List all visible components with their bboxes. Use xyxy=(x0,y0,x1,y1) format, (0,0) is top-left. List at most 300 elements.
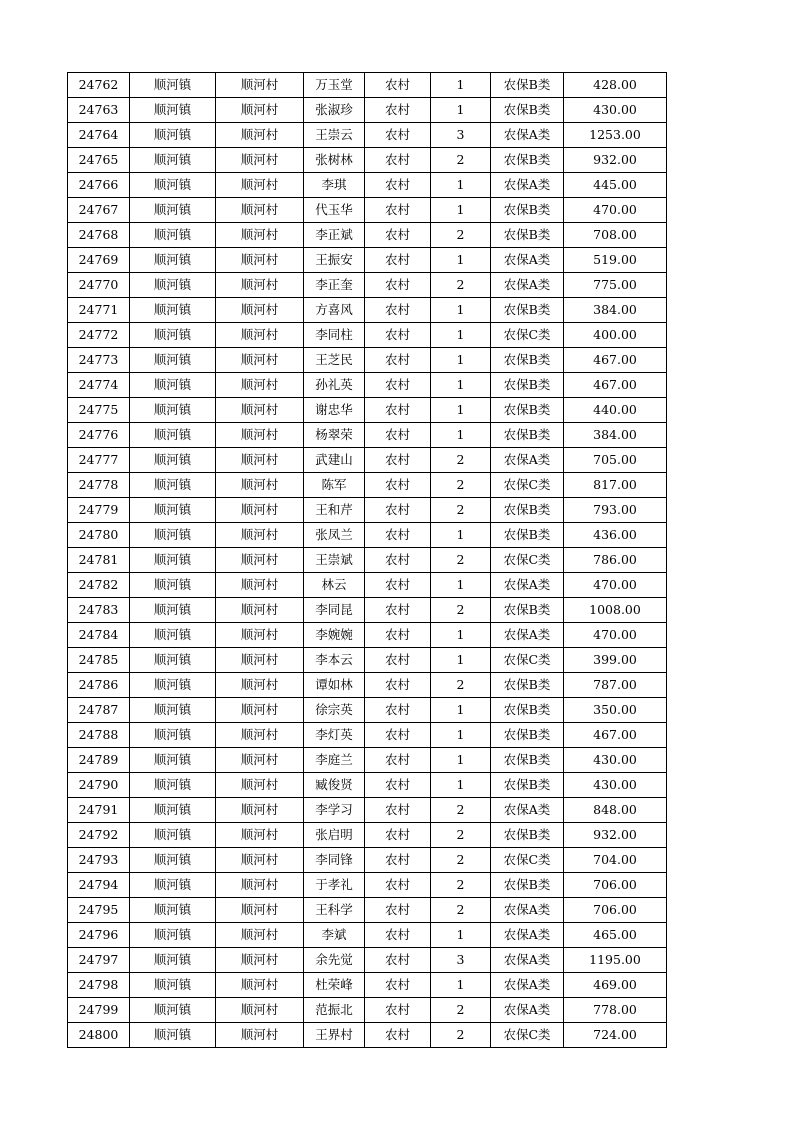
household-size-cell: 2 xyxy=(431,148,491,173)
amount-cell: 430.00 xyxy=(564,98,667,123)
person-name-cell: 张淑珍 xyxy=(304,98,365,123)
household-size-cell: 1 xyxy=(431,373,491,398)
table-row xyxy=(68,998,667,1023)
village-cell: 顺河村 xyxy=(216,298,304,323)
table-row xyxy=(68,223,667,248)
insurance-class-cell: 农保C类 xyxy=(491,1023,564,1048)
village-cell: 顺河村 xyxy=(216,173,304,198)
town-cell: 顺河镇 xyxy=(130,973,216,998)
town-cell: 顺河镇 xyxy=(130,898,216,923)
household-type-cell: 农村 xyxy=(365,223,431,248)
household-size-cell: 3 xyxy=(431,123,491,148)
amount-cell: 470.00 xyxy=(564,623,667,648)
table-body xyxy=(68,73,667,1048)
household-size-cell: 1 xyxy=(431,248,491,273)
town-cell: 顺河镇 xyxy=(130,873,216,898)
insurance-class-cell: 农保B类 xyxy=(491,698,564,723)
village-cell: 顺河村 xyxy=(216,448,304,473)
town-cell: 顺河镇 xyxy=(130,673,216,698)
amount-cell: 469.00 xyxy=(564,973,667,998)
household-size-cell: 2 xyxy=(431,798,491,823)
insurance-class-cell: 农保B类 xyxy=(491,298,564,323)
amount-cell: 350.00 xyxy=(564,698,667,723)
village-cell: 顺河村 xyxy=(216,873,304,898)
household-size-cell: 1 xyxy=(431,348,491,373)
person-name-cell: 谭如林 xyxy=(304,673,365,698)
insurance-class-cell: 农保B类 xyxy=(491,198,564,223)
amount-cell: 706.00 xyxy=(564,898,667,923)
village-cell: 顺河村 xyxy=(216,248,304,273)
household-size-cell: 1 xyxy=(431,98,491,123)
amount-cell: 778.00 xyxy=(564,998,667,1023)
village-cell: 顺河村 xyxy=(216,123,304,148)
table-row xyxy=(68,348,667,373)
table-row xyxy=(68,648,667,673)
household-size-cell: 2 xyxy=(431,823,491,848)
insurance-class-cell: 农保A类 xyxy=(491,273,564,298)
record-id-cell: 24781 xyxy=(68,548,130,573)
household-size-cell: 1 xyxy=(431,73,491,98)
insurance-class-cell: 农保A类 xyxy=(491,173,564,198)
household-type-cell: 农村 xyxy=(365,548,431,573)
insurance-class-cell: 农保B类 xyxy=(491,98,564,123)
table-row xyxy=(68,548,667,573)
household-type-cell: 农村 xyxy=(365,148,431,173)
household-size-cell: 1 xyxy=(431,198,491,223)
household-size-cell: 2 xyxy=(431,273,491,298)
household-type-cell: 农村 xyxy=(365,348,431,373)
insurance-class-cell: 农保A类 xyxy=(491,123,564,148)
person-name-cell: 谢忠华 xyxy=(304,398,365,423)
town-cell: 顺河镇 xyxy=(130,748,216,773)
record-id-cell: 24783 xyxy=(68,598,130,623)
record-id-cell: 24768 xyxy=(68,223,130,248)
record-id-cell: 24765 xyxy=(68,148,130,173)
person-name-cell: 林云 xyxy=(304,573,365,598)
insurance-class-cell: 农保A类 xyxy=(491,998,564,1023)
insurance-class-cell: 农保A类 xyxy=(491,923,564,948)
table-row xyxy=(68,98,667,123)
household-type-cell: 农村 xyxy=(365,698,431,723)
person-name-cell: 李婉婉 xyxy=(304,623,365,648)
amount-cell: 817.00 xyxy=(564,473,667,498)
village-cell: 顺河村 xyxy=(216,748,304,773)
village-cell: 顺河村 xyxy=(216,598,304,623)
town-cell: 顺河镇 xyxy=(130,523,216,548)
record-id-cell: 24792 xyxy=(68,823,130,848)
record-id-cell: 24785 xyxy=(68,648,130,673)
amount-cell: 465.00 xyxy=(564,923,667,948)
village-cell: 顺河村 xyxy=(216,673,304,698)
person-name-cell: 王芝民 xyxy=(304,348,365,373)
person-name-cell: 臧俊贤 xyxy=(304,773,365,798)
record-id-cell: 24782 xyxy=(68,573,130,598)
town-cell: 顺河镇 xyxy=(130,198,216,223)
town-cell: 顺河镇 xyxy=(130,248,216,273)
household-size-cell: 2 xyxy=(431,223,491,248)
town-cell: 顺河镇 xyxy=(130,923,216,948)
village-cell: 顺河村 xyxy=(216,798,304,823)
person-name-cell: 李正奎 xyxy=(304,273,365,298)
person-name-cell: 李斌 xyxy=(304,923,365,948)
table-row xyxy=(68,873,667,898)
household-type-cell: 农村 xyxy=(365,298,431,323)
table-row xyxy=(68,448,667,473)
town-cell: 顺河镇 xyxy=(130,848,216,873)
amount-cell: 384.00 xyxy=(564,423,667,448)
household-type-cell: 农村 xyxy=(365,773,431,798)
amount-cell: 705.00 xyxy=(564,448,667,473)
village-cell: 顺河村 xyxy=(216,648,304,673)
insurance-class-cell: 农保B类 xyxy=(491,773,564,798)
household-size-cell: 2 xyxy=(431,548,491,573)
household-size-cell: 1 xyxy=(431,698,491,723)
record-id-cell: 24793 xyxy=(68,848,130,873)
town-cell: 顺河镇 xyxy=(130,448,216,473)
person-name-cell: 代玉华 xyxy=(304,198,365,223)
village-cell: 顺河村 xyxy=(216,723,304,748)
person-name-cell: 王振安 xyxy=(304,248,365,273)
insurance-class-cell: 农保B类 xyxy=(491,148,564,173)
table-row xyxy=(68,373,667,398)
village-cell: 顺河村 xyxy=(216,823,304,848)
person-name-cell: 李本云 xyxy=(304,648,365,673)
insurance-class-cell: 农保B类 xyxy=(491,823,564,848)
village-cell: 顺河村 xyxy=(216,898,304,923)
household-type-cell: 农村 xyxy=(365,423,431,448)
record-id-cell: 24800 xyxy=(68,1023,130,1048)
town-cell: 顺河镇 xyxy=(130,498,216,523)
village-cell: 顺河村 xyxy=(216,423,304,448)
amount-cell: 1253.00 xyxy=(564,123,667,148)
amount-cell: 1195.00 xyxy=(564,948,667,973)
insurance-class-cell: 农保B类 xyxy=(491,673,564,698)
insurance-class-cell: 农保B类 xyxy=(491,348,564,373)
town-cell: 顺河镇 xyxy=(130,473,216,498)
household-type-cell: 农村 xyxy=(365,473,431,498)
person-name-cell: 于孝礼 xyxy=(304,873,365,898)
village-cell: 顺河村 xyxy=(216,473,304,498)
household-type-cell: 农村 xyxy=(365,898,431,923)
record-id-cell: 24787 xyxy=(68,698,130,723)
household-size-cell: 2 xyxy=(431,498,491,523)
person-name-cell: 余先觉 xyxy=(304,948,365,973)
town-cell: 顺河镇 xyxy=(130,573,216,598)
household-size-cell: 1 xyxy=(431,973,491,998)
village-cell: 顺河村 xyxy=(216,848,304,873)
table-row xyxy=(68,248,667,273)
person-name-cell: 王科学 xyxy=(304,898,365,923)
person-name-cell: 王崇斌 xyxy=(304,548,365,573)
table-row xyxy=(68,923,667,948)
household-size-cell: 1 xyxy=(431,298,491,323)
household-type-cell: 农村 xyxy=(365,823,431,848)
amount-cell: 704.00 xyxy=(564,848,667,873)
record-id-cell: 24778 xyxy=(68,473,130,498)
person-name-cell: 孙礼英 xyxy=(304,373,365,398)
record-id-cell: 24799 xyxy=(68,998,130,1023)
household-type-cell: 农村 xyxy=(365,673,431,698)
household-type-cell: 农村 xyxy=(365,598,431,623)
person-name-cell: 武建山 xyxy=(304,448,365,473)
household-type-cell: 农村 xyxy=(365,1023,431,1048)
amount-cell: 467.00 xyxy=(564,348,667,373)
town-cell: 顺河镇 xyxy=(130,998,216,1023)
household-size-cell: 1 xyxy=(431,648,491,673)
amount-cell: 400.00 xyxy=(564,323,667,348)
household-size-cell: 2 xyxy=(431,448,491,473)
village-cell: 顺河村 xyxy=(216,98,304,123)
town-cell: 顺河镇 xyxy=(130,1023,216,1048)
household-type-cell: 农村 xyxy=(365,723,431,748)
person-name-cell: 王界村 xyxy=(304,1023,365,1048)
person-name-cell: 李庭兰 xyxy=(304,748,365,773)
record-id-cell: 24771 xyxy=(68,298,130,323)
amount-cell: 848.00 xyxy=(564,798,667,823)
person-name-cell: 徐宗英 xyxy=(304,698,365,723)
person-name-cell: 张凤兰 xyxy=(304,523,365,548)
town-cell: 顺河镇 xyxy=(130,423,216,448)
table-row xyxy=(68,498,667,523)
town-cell: 顺河镇 xyxy=(130,73,216,98)
town-cell: 顺河镇 xyxy=(130,298,216,323)
household-size-cell: 2 xyxy=(431,998,491,1023)
town-cell: 顺河镇 xyxy=(130,623,216,648)
person-name-cell: 李学习 xyxy=(304,798,365,823)
town-cell: 顺河镇 xyxy=(130,223,216,248)
amount-cell: 470.00 xyxy=(564,198,667,223)
table-row xyxy=(68,773,667,798)
table-row xyxy=(68,673,667,698)
amount-cell: 470.00 xyxy=(564,573,667,598)
table-row xyxy=(68,198,667,223)
household-type-cell: 农村 xyxy=(365,998,431,1023)
amount-cell: 786.00 xyxy=(564,548,667,573)
household-size-cell: 2 xyxy=(431,473,491,498)
town-cell: 顺河镇 xyxy=(130,98,216,123)
household-type-cell: 农村 xyxy=(365,923,431,948)
village-cell: 顺河村 xyxy=(216,623,304,648)
record-id-cell: 24769 xyxy=(68,248,130,273)
village-cell: 顺河村 xyxy=(216,323,304,348)
table-row xyxy=(68,723,667,748)
household-type-cell: 农村 xyxy=(365,623,431,648)
table-row xyxy=(68,973,667,998)
insurance-class-cell: 农保B类 xyxy=(491,523,564,548)
insurance-class-cell: 农保A类 xyxy=(491,448,564,473)
amount-cell: 932.00 xyxy=(564,148,667,173)
amount-cell: 399.00 xyxy=(564,648,667,673)
household-type-cell: 农村 xyxy=(365,398,431,423)
record-id-cell: 24780 xyxy=(68,523,130,548)
record-id-cell: 24789 xyxy=(68,748,130,773)
household-type-cell: 农村 xyxy=(365,498,431,523)
record-id-cell: 24773 xyxy=(68,348,130,373)
person-name-cell: 杨翠荣 xyxy=(304,423,365,448)
town-cell: 顺河镇 xyxy=(130,698,216,723)
village-cell: 顺河村 xyxy=(216,923,304,948)
household-size-cell: 3 xyxy=(431,948,491,973)
record-id-cell: 24796 xyxy=(68,923,130,948)
insurance-class-cell: 农保B类 xyxy=(491,748,564,773)
table-row xyxy=(68,573,667,598)
insurance-class-cell: 农保A类 xyxy=(491,248,564,273)
village-cell: 顺河村 xyxy=(216,498,304,523)
record-id-cell: 24775 xyxy=(68,398,130,423)
household-size-cell: 2 xyxy=(431,673,491,698)
table-row xyxy=(68,423,667,448)
record-id-cell: 24790 xyxy=(68,773,130,798)
village-cell: 顺河村 xyxy=(216,373,304,398)
town-cell: 顺河镇 xyxy=(130,823,216,848)
village-cell: 顺河村 xyxy=(216,398,304,423)
household-type-cell: 农村 xyxy=(365,848,431,873)
household-type-cell: 农村 xyxy=(365,98,431,123)
amount-cell: 436.00 xyxy=(564,523,667,548)
household-type-cell: 农村 xyxy=(365,948,431,973)
person-name-cell: 李同锋 xyxy=(304,848,365,873)
village-cell: 顺河村 xyxy=(216,773,304,798)
record-id-cell: 24766 xyxy=(68,173,130,198)
record-id-cell: 24798 xyxy=(68,973,130,998)
household-type-cell: 农村 xyxy=(365,273,431,298)
insurance-class-cell: 农保C类 xyxy=(491,323,564,348)
household-size-cell: 2 xyxy=(431,898,491,923)
household-size-cell: 1 xyxy=(431,923,491,948)
household-size-cell: 1 xyxy=(431,173,491,198)
household-type-cell: 农村 xyxy=(365,123,431,148)
town-cell: 顺河镇 xyxy=(130,273,216,298)
record-id-cell: 24770 xyxy=(68,273,130,298)
household-type-cell: 农村 xyxy=(365,173,431,198)
village-cell: 顺河村 xyxy=(216,223,304,248)
table-row xyxy=(68,823,667,848)
town-cell: 顺河镇 xyxy=(130,398,216,423)
record-id-cell: 24774 xyxy=(68,373,130,398)
household-size-cell: 1 xyxy=(431,423,491,448)
table-row xyxy=(68,598,667,623)
town-cell: 顺河镇 xyxy=(130,123,216,148)
insurance-class-cell: 农保C类 xyxy=(491,648,564,673)
record-id-cell: 24795 xyxy=(68,898,130,923)
amount-cell: 787.00 xyxy=(564,673,667,698)
town-cell: 顺河镇 xyxy=(130,773,216,798)
household-size-cell: 1 xyxy=(431,748,491,773)
town-cell: 顺河镇 xyxy=(130,173,216,198)
record-id-cell: 24767 xyxy=(68,198,130,223)
insurance-class-cell: 农保B类 xyxy=(491,223,564,248)
amount-cell: 793.00 xyxy=(564,498,667,523)
person-name-cell: 李琪 xyxy=(304,173,365,198)
household-type-cell: 农村 xyxy=(365,748,431,773)
household-type-cell: 农村 xyxy=(365,973,431,998)
insurance-class-cell: 农保A类 xyxy=(491,948,564,973)
insurance-class-cell: 农保B类 xyxy=(491,723,564,748)
household-size-cell: 1 xyxy=(431,523,491,548)
record-id-cell: 24777 xyxy=(68,448,130,473)
person-name-cell: 张启明 xyxy=(304,823,365,848)
household-size-cell: 1 xyxy=(431,573,491,598)
person-name-cell: 李同昆 xyxy=(304,598,365,623)
record-id-cell: 24797 xyxy=(68,948,130,973)
household-type-cell: 农村 xyxy=(365,798,431,823)
amount-cell: 708.00 xyxy=(564,223,667,248)
insurance-class-cell: 农保B类 xyxy=(491,398,564,423)
insurance-class-cell: 农保A类 xyxy=(491,973,564,998)
insurance-class-cell: 农保A类 xyxy=(491,623,564,648)
household-size-cell: 2 xyxy=(431,598,491,623)
insurance-class-cell: 农保C类 xyxy=(491,473,564,498)
household-size-cell: 2 xyxy=(431,848,491,873)
household-size-cell: 1 xyxy=(431,398,491,423)
insurance-class-cell: 农保B类 xyxy=(491,73,564,98)
amount-cell: 430.00 xyxy=(564,748,667,773)
record-id-cell: 24786 xyxy=(68,673,130,698)
household-size-cell: 1 xyxy=(431,773,491,798)
person-name-cell: 李灯英 xyxy=(304,723,365,748)
household-type-cell: 农村 xyxy=(365,323,431,348)
record-id-cell: 24762 xyxy=(68,73,130,98)
village-cell: 顺河村 xyxy=(216,948,304,973)
town-cell: 顺河镇 xyxy=(130,373,216,398)
amount-cell: 384.00 xyxy=(564,298,667,323)
amount-cell: 428.00 xyxy=(564,73,667,98)
village-cell: 顺河村 xyxy=(216,198,304,223)
record-id-cell: 24791 xyxy=(68,798,130,823)
household-type-cell: 农村 xyxy=(365,373,431,398)
amount-cell: 430.00 xyxy=(564,773,667,798)
insurance-class-cell: 农保C类 xyxy=(491,848,564,873)
town-cell: 顺河镇 xyxy=(130,323,216,348)
table-row xyxy=(68,748,667,773)
person-name-cell: 张树林 xyxy=(304,148,365,173)
village-cell: 顺河村 xyxy=(216,548,304,573)
town-cell: 顺河镇 xyxy=(130,648,216,673)
insurance-class-cell: 农保A类 xyxy=(491,798,564,823)
village-cell: 顺河村 xyxy=(216,73,304,98)
household-size-cell: 1 xyxy=(431,623,491,648)
record-id-cell: 24794 xyxy=(68,873,130,898)
record-id-cell: 24784 xyxy=(68,623,130,648)
town-cell: 顺河镇 xyxy=(130,948,216,973)
town-cell: 顺河镇 xyxy=(130,598,216,623)
household-size-cell: 1 xyxy=(431,323,491,348)
person-name-cell: 杜荣峰 xyxy=(304,973,365,998)
town-cell: 顺河镇 xyxy=(130,548,216,573)
record-id-cell: 24788 xyxy=(68,723,130,748)
amount-cell: 932.00 xyxy=(564,823,667,848)
household-type-cell: 农村 xyxy=(365,198,431,223)
insurance-class-cell: 农保B类 xyxy=(491,873,564,898)
household-type-cell: 农村 xyxy=(365,523,431,548)
record-id-cell: 24779 xyxy=(68,498,130,523)
insurance-class-cell: 农保A类 xyxy=(491,573,564,598)
household-size-cell: 2 xyxy=(431,1023,491,1048)
table-row xyxy=(68,273,667,298)
insurance-class-cell: 农保B类 xyxy=(491,373,564,398)
insurance-class-cell: 农保A类 xyxy=(491,898,564,923)
town-cell: 顺河镇 xyxy=(130,348,216,373)
village-cell: 顺河村 xyxy=(216,1023,304,1048)
amount-cell: 440.00 xyxy=(564,398,667,423)
amount-cell: 775.00 xyxy=(564,273,667,298)
amount-cell: 519.00 xyxy=(564,248,667,273)
record-id-cell: 24763 xyxy=(68,98,130,123)
town-cell: 顺河镇 xyxy=(130,723,216,748)
benefit-table xyxy=(67,72,667,1048)
household-size-cell: 2 xyxy=(431,873,491,898)
table-row xyxy=(68,948,667,973)
